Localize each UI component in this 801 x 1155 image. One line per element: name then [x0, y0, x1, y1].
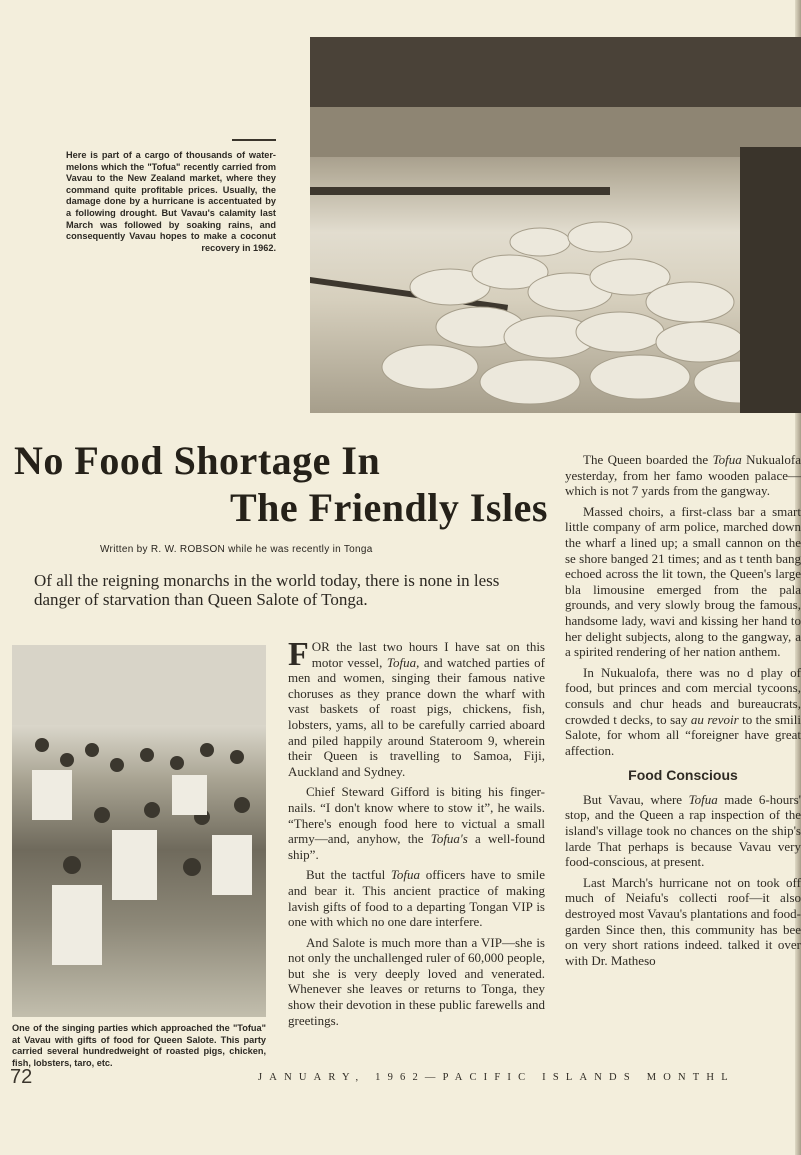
- text-run: OR the last two hours I have sat on this motor vessel,: [311, 639, 545, 670]
- headline-line-1: No Food Shortage In: [14, 438, 381, 483]
- text-run: Chief Steward Gifford is biting his finger-nails. “I don't know where to stow it”, he wails. “There's enough food here to victual a small army—and, anyhow, the: [288, 784, 545, 847]
- italic-text: Tofua: [688, 791, 718, 807]
- page-number: 72: [10, 1066, 33, 1088]
- paragraph: [288, 867, 545, 929]
- subheading: Food Conscious: [628, 767, 738, 784]
- caption-rule: [232, 139, 276, 141]
- paragraph: Massed choirs, a first-class bar a smart little company of arm police, marched down the wharf a lined up; a small cannon on the se shore banged 21 times; and as t tenth bang echoed across the lit town, the Queen's large bla limousine emerged from the pala grounds, and very slowly broug the famous, handsome lady, wavi and kissing her hand to her delight subjects, along to the gangway, a a spirited rendering of her nation anthem.: [565, 503, 801, 660]
- text-run: to the smili Salote, for whom all “foreigner have great affection.: [565, 711, 801, 758]
- paragraph: And Salote is much more than a VIP—she is not only the unchallenged ruler of 60,000 people, but she is very deeply loved and venerated. Whenever she leaves or returns to Tonga, they show their devotion in these public farewells and greetings.: [288, 934, 545, 1028]
- cargo-photo-image: [310, 37, 801, 413]
- cargo-photo: [310, 37, 801, 413]
- singers-photo: [12, 645, 266, 1017]
- paragraph: [565, 452, 801, 499]
- paragraph: [288, 784, 545, 862]
- italic-text: Tofua's: [430, 831, 468, 847]
- text-run: Nukualofa yesterday, from her famo wooden palace—which is not 7 yards from the gangway.: [565, 452, 801, 499]
- text-run: But the tactful: [306, 867, 391, 883]
- text-run: made 6-hours' stop, and the Queen a rap inspection of the island's village took no chances on the ship's larde That perhaps is because Vavau very food-conscious, at present.: [565, 791, 801, 870]
- paragraph: Last March's hurricane not on took off much of Neiafu's collecti roof—it also destroyed most Vavau's plantations and food-garden Since then, this community has bee on very short rations indeed. talked it over with Dr. Matheso: [565, 874, 801, 968]
- italic-text: Tofua: [390, 867, 421, 883]
- paragraph: [565, 792, 801, 870]
- italic-text: au revoir: [690, 711, 739, 727]
- paragraph: [288, 636, 546, 779]
- headline-line-2: The Friendly Isles: [230, 485, 548, 530]
- byline: Written by R. W. ROBSON while he was recently in Tonga: [100, 544, 373, 555]
- text-run: But Vavau, where: [583, 791, 689, 807]
- running-footer: JANUARY, 1962—PACIFIC ISLANDS MONTHL: [258, 1072, 735, 1083]
- bottom-photo-caption: One of the singing parties which approached the "Tofua" at Vavau with gifts of food for Queen Salote. This party carried several hundredweight of roasted pigs, chicken, fish, lobsters, taro, etc.: [12, 1023, 266, 1068]
- text-run: The Queen boarded the: [583, 452, 713, 467]
- text-run: In Nukualofa, there was no d play of food, but princes and com mercial tycoons, consuls and chur heads and bureaucrats, crowded t decks, to say: [565, 664, 801, 727]
- text-run: a well-found ship”.: [288, 831, 545, 862]
- italic-text: Tofua: [712, 452, 742, 467]
- middle-column: [288, 636, 546, 1033]
- singers-photo-image: [12, 645, 266, 1017]
- top-photo-caption: Here is part of a cargo of thousands of water-melons which the "Tofua" recently carried from Vavau to the New Zealand market, where they command quite profitable prices. Usually, the damage done by a hurricane is accentuated by a following drought. But Vavau's calamity last March was followed by soaking rains, and consequently Vavau hopes to make a coconut recovery in 1962.: [66, 150, 276, 253]
- text-run: and watched parties of men and women, singing their famous native choruses as they prance down the wharf with vast baskets of roast pigs, chickens, fish, lobsters, yams, all to be carefully carried aboard and piled happily around Stateroom 9, wherein their Queen is travelling to Samoa, Fiji, Auckland and Sydney.: [288, 654, 546, 779]
- text-run: officers have to smile and bear it. This ancient practice of making lavish gifts of food to a departing Tongan VIP is one with which no one dare interfere.: [288, 867, 546, 930]
- dropcap: F: [288, 636, 309, 673]
- paragraph: [565, 665, 801, 759]
- right-column: [565, 452, 801, 973]
- italic-text: Tofua,: [386, 654, 420, 670]
- intro-paragraph: Of all the reigning monarchs in the world today, there is none in less danger of starvation than Queen Salote of Tonga.: [34, 571, 500, 609]
